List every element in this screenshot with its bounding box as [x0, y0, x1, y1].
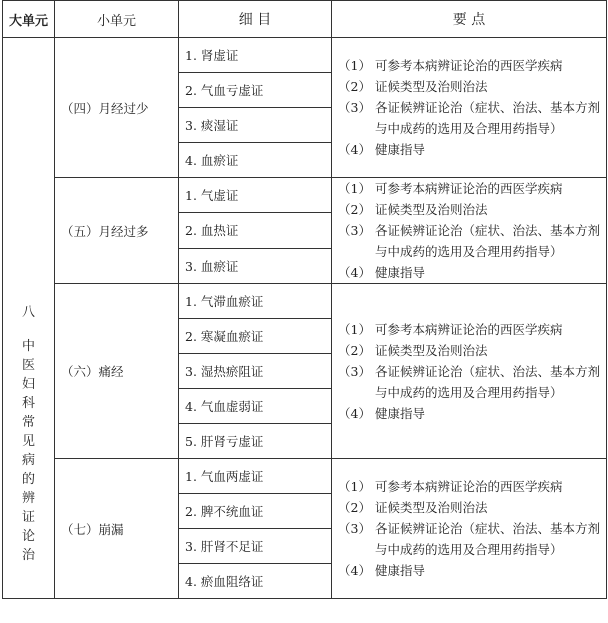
detail-item: 1. 肾虚证	[179, 38, 332, 73]
major-unit-number: 八	[21, 305, 35, 320]
key-point-number: （1）	[338, 321, 371, 337]
major-unit-title-char: 治	[21, 548, 35, 563]
key-point	[338, 319, 602, 340]
key-point-number: （4）	[338, 142, 371, 157]
table-row	[3, 284, 607, 319]
major-unit-cell	[3, 38, 55, 599]
key-point-number: （4）	[338, 405, 371, 421]
key-point	[338, 97, 602, 139]
detail-item: 4. 瘀血阻络证	[179, 564, 332, 599]
key-point	[338, 139, 602, 160]
header-detail: 细 目	[179, 1, 332, 38]
key-point	[338, 560, 602, 581]
header-minor-unit: 小单元	[55, 1, 179, 38]
key-point	[338, 476, 602, 497]
key-point	[338, 497, 602, 518]
table-row	[3, 459, 607, 494]
major-unit-title-char: 常	[21, 415, 35, 430]
key-point	[338, 361, 602, 403]
key-point-number: （3）	[338, 223, 371, 238]
key-point-text: 可参考本病辨证论治的西医学疾病	[374, 479, 563, 494]
key-point-text: 各证候辨证论治（症状、治法、基本方剂与中成药的选用及合理用药指导）	[374, 521, 600, 557]
minor-unit-cell: （四）月经过少	[55, 38, 179, 178]
detail-item: 2. 脾不统血证	[179, 494, 332, 529]
detail-item: 3. 痰湿证	[179, 108, 332, 143]
key-point-text: 证候类型及治则治法	[374, 500, 488, 515]
key-point-text: 健康指导	[374, 265, 425, 280]
key-point	[338, 403, 602, 424]
key-point-text: 证候类型及治则治法	[374, 202, 488, 217]
major-unit-title-char: 科	[21, 396, 35, 411]
key-point-text: 各证候辨证论治（症状、治法、基本方剂与中成药的选用及合理用药指导）	[374, 223, 600, 259]
minor-unit-cell: （五）月经过多	[55, 178, 179, 284]
key-point-number: （1）	[338, 181, 371, 196]
major-unit-title-char: 医	[21, 358, 35, 373]
key-point	[338, 518, 602, 560]
key-point-text: 各证候辨证论治（症状、治法、基本方剂与中成药的选用及合理用药指导）	[374, 363, 600, 400]
table-row	[3, 38, 607, 73]
key-point-text: 可参考本病辨证论治的西医学疾病	[374, 181, 563, 196]
key-point-number: （2）	[338, 500, 371, 515]
key-point-number: （3）	[338, 100, 371, 115]
major-unit-title-char: 病	[21, 453, 35, 468]
key-point-number: （1）	[338, 479, 371, 494]
major-unit-title-char: 中	[21, 339, 35, 354]
table-row	[3, 178, 607, 213]
key-points-cell	[332, 284, 607, 459]
detail-item: 2. 血热证	[179, 213, 332, 248]
syllabus-table	[2, 0, 607, 599]
key-point-number: （1）	[338, 58, 371, 73]
key-point-text: 健康指导	[374, 405, 425, 421]
key-points-cell	[332, 38, 607, 178]
minor-unit-cell: （七）崩漏	[55, 459, 179, 599]
detail-item: 1. 气滞血瘀证	[179, 284, 332, 319]
key-point-text: 证候类型及治则治法	[374, 79, 488, 94]
major-unit-title-char: 辨	[21, 491, 35, 506]
key-point-text: 可参考本病辨证论治的西医学疾病	[374, 321, 563, 337]
detail-item: 3. 血瘀证	[179, 248, 332, 283]
key-point-text: 证候类型及治则治法	[374, 342, 488, 358]
header-major-unit: 大单元	[3, 1, 55, 38]
detail-item: 1. 气虚证	[179, 178, 332, 213]
key-point-text: 健康指导	[374, 142, 425, 157]
detail-item: 1. 气血两虚证	[179, 459, 332, 494]
detail-item: 2. 气血亏虚证	[179, 73, 332, 108]
key-points-cell	[332, 178, 607, 284]
key-point	[338, 199, 602, 220]
major-unit-title-char: 证	[21, 510, 35, 525]
key-point	[338, 55, 602, 76]
key-point-text: 健康指导	[374, 563, 425, 578]
key-point-text: 可参考本病辨证论治的西医学疾病	[374, 58, 563, 73]
key-point-number: （2）	[338, 79, 371, 94]
key-point-text: 各证候辨证论治（症状、治法、基本方剂与中成药的选用及合理用药指导）	[374, 100, 600, 136]
key-point	[338, 340, 602, 361]
key-point-number: （2）	[338, 342, 371, 358]
key-points-cell	[332, 459, 607, 599]
detail-item: 3. 肝肾不足证	[179, 529, 332, 564]
key-point-number: （3）	[338, 521, 371, 536]
major-unit-title-char: 的	[21, 472, 35, 487]
key-point-number: （2）	[338, 202, 371, 217]
major-unit-title-char: 论	[21, 529, 35, 544]
major-unit-title-char: 见	[21, 434, 35, 449]
key-point-number: （4）	[338, 265, 371, 280]
major-unit-title-char: 妇	[21, 377, 35, 392]
key-point-number: （4）	[338, 563, 371, 578]
header-row	[3, 1, 607, 38]
detail-item: 5. 肝肾亏虚证	[179, 424, 332, 459]
detail-item: 4. 血瘀证	[179, 143, 332, 178]
key-point	[338, 178, 602, 199]
key-point-number: （3）	[338, 363, 371, 379]
key-point	[338, 76, 602, 97]
detail-item: 2. 寒凝血瘀证	[179, 319, 332, 354]
detail-item: 4. 气血虚弱证	[179, 389, 332, 424]
minor-unit-cell: （六）痛经	[55, 284, 179, 459]
key-point	[338, 262, 602, 283]
header-key-points: 要 点	[332, 1, 607, 38]
key-point	[338, 220, 602, 262]
detail-item: 3. 湿热瘀阻证	[179, 354, 332, 389]
